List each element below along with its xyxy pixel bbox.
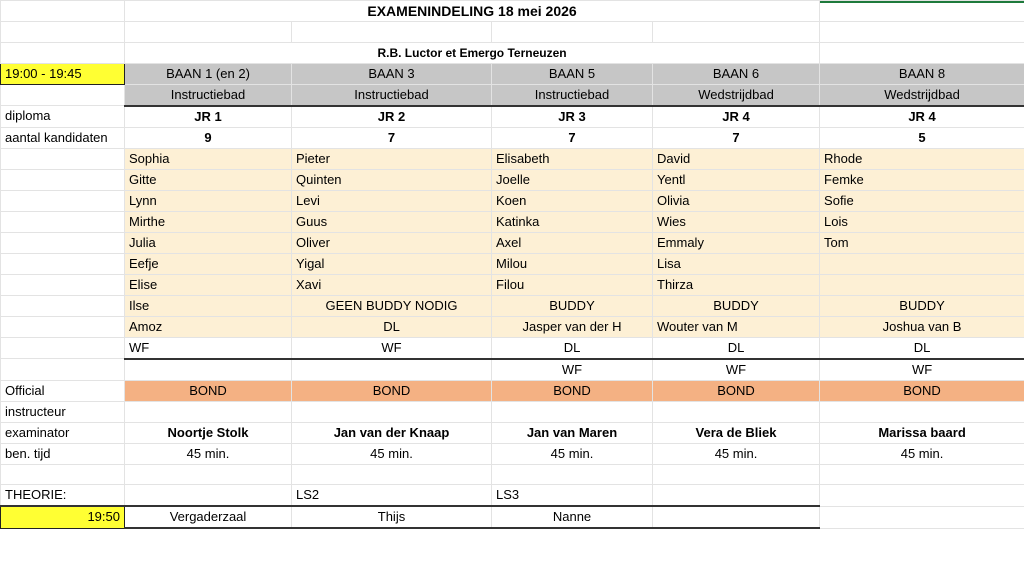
cell[interactable] [492, 401, 653, 422]
lane-2-candidate-3[interactable]: Katinka [492, 211, 653, 232]
sheet-row [1, 211, 1024, 232]
label-aantal[interactable]: aantal kandidaten [1, 127, 125, 148]
lane-1-candidate-0[interactable]: Pieter [292, 148, 492, 169]
lane-1-candidate-7[interactable]: GEEN BUDDY NODIG [292, 295, 492, 316]
sheet-row [1, 169, 1024, 190]
lane-3-diploma[interactable]: JR 4 [653, 106, 820, 128]
lane-3-candidate-6[interactable]: Thirza [653, 274, 820, 295]
lane-0-extra[interactable] [125, 359, 292, 381]
cell[interactable] [820, 506, 1024, 528]
sheet-row [1, 337, 1024, 359]
lane-3-candidate-7[interactable]: BUDDY [653, 295, 820, 316]
lane-1-candidate-5[interactable]: Yigal [292, 253, 492, 274]
cell[interactable] [1, 1, 125, 22]
sheet-row [1, 506, 1024, 528]
lane-1-candidate-6[interactable]: Xavi [292, 274, 492, 295]
cell[interactable] [1, 295, 125, 316]
lane-3-candidate-0[interactable]: David [653, 148, 820, 169]
lane-4-candidate-8[interactable]: Joshua van B [820, 316, 1024, 337]
lane-4-baan[interactable]: BAAN 8 [820, 63, 1024, 84]
lane-3-candidate-8[interactable]: Wouter van M [653, 316, 820, 337]
cell[interactable] [1, 464, 125, 485]
lane-3-candidate-5[interactable]: Lisa [653, 253, 820, 274]
lane-3-candidate-2[interactable]: Olivia [653, 190, 820, 211]
lane-4-count[interactable]: 5 [820, 127, 1024, 148]
theorie-location[interactable]: Vergaderzaal [125, 506, 292, 528]
cell[interactable] [1, 148, 125, 169]
sheet-row [1, 401, 1024, 422]
sheet-row [1, 42, 1024, 63]
lane-4-bond[interactable]: BOND [820, 380, 1024, 401]
label-official[interactable]: Official [1, 380, 125, 401]
cell[interactable] [1, 274, 125, 295]
label-instructeur[interactable]: instructeur [1, 401, 125, 422]
lane-4-candidate-5[interactable] [820, 253, 1024, 274]
lane-4-candidate-1[interactable]: Femke [820, 169, 1024, 190]
lane-0-candidate-7[interactable]: Ilse [125, 295, 292, 316]
lane-0-candidate-9[interactable]: WF [125, 337, 292, 359]
lane-0-candidate-2[interactable]: Lynn [125, 190, 292, 211]
cell[interactable] [653, 506, 820, 528]
lane-1-bad[interactable]: Instructiebad [292, 84, 492, 106]
lane-1-count[interactable]: 7 [292, 127, 492, 148]
lane-4-candidate-2[interactable]: Sofie [820, 190, 1024, 211]
cell[interactable] [1, 253, 125, 274]
lane-2-bad[interactable]: Instructiebad [492, 84, 653, 106]
lane-0-bad[interactable]: Instructiebad [125, 84, 292, 106]
lane-4-tijd[interactable]: 45 min. [820, 443, 1024, 464]
lane-4-candidate-0[interactable]: Rhode [820, 148, 1024, 169]
lane-3-count[interactable]: 7 [653, 127, 820, 148]
cell[interactable] [820, 485, 1024, 507]
lane-3-candidate-4[interactable]: Emmaly [653, 232, 820, 253]
lane-4-candidate-7[interactable]: BUDDY [820, 295, 1024, 316]
sheet-row [1, 380, 1024, 401]
cell[interactable] [1, 211, 125, 232]
sheet-row [1, 190, 1024, 211]
cell[interactable] [1, 359, 125, 381]
lane-2-candidate-6[interactable]: Filou [492, 274, 653, 295]
theorie-time[interactable]: 19:50 [1, 506, 125, 528]
cell[interactable] [820, 1, 1024, 22]
lane-2-count[interactable]: 7 [492, 127, 653, 148]
lane-2-candidate-8[interactable]: Jasper van der H [492, 316, 653, 337]
lane-2-diploma[interactable]: JR 3 [492, 106, 653, 128]
lane-1-examinator[interactable]: Jan van der Knaap [292, 422, 492, 443]
cell[interactable] [125, 485, 292, 507]
sheet-row [1, 316, 1024, 337]
sheet-row [1, 127, 1024, 148]
theorie-ls3-name[interactable]: Nanne [492, 506, 653, 528]
lane-2-candidate-1[interactable]: Joelle [492, 169, 653, 190]
lane-4-candidate-6[interactable] [820, 274, 1024, 295]
lane-4-candidate-3[interactable]: Lois [820, 211, 1024, 232]
cell[interactable] [820, 42, 1024, 63]
label-diploma[interactable]: diploma [1, 106, 125, 128]
lane-0-candidate-3[interactable]: Mirthe [125, 211, 292, 232]
sheet-row [1, 274, 1024, 295]
lane-0-candidate-6[interactable]: Elise [125, 274, 292, 295]
cell[interactable] [292, 464, 492, 485]
cell[interactable] [1, 190, 125, 211]
sheet-row [1, 253, 1024, 274]
label-examinator[interactable]: examinator [1, 422, 125, 443]
sheet-row [1, 1, 1024, 22]
sheet-row [1, 464, 1024, 485]
theorie-ls2-name[interactable]: Thijs [292, 506, 492, 528]
label-tijd[interactable]: ben. tijd [1, 443, 125, 464]
label-theorie[interactable]: THEORIE: [1, 485, 125, 507]
lane-0-candidate-0[interactable]: Sophia [125, 148, 292, 169]
cell[interactable] [292, 401, 492, 422]
lane-4-candidate-9[interactable]: DL [820, 337, 1024, 359]
cell[interactable] [292, 22, 492, 43]
theorie-ls2[interactable]: LS2 [292, 485, 492, 507]
lane-4-candidate-4[interactable]: Tom [820, 232, 1024, 253]
lane-1-candidate-9[interactable]: WF [292, 337, 492, 359]
sheet-row [1, 84, 1024, 106]
lane-3-candidate-1[interactable]: Yentl [653, 169, 820, 190]
sheet-row [1, 63, 1024, 84]
cell[interactable] [125, 401, 292, 422]
cell[interactable] [653, 464, 820, 485]
lane-3-tijd[interactable]: 45 min. [653, 443, 820, 464]
cell[interactable] [125, 22, 292, 43]
lane-0-examinator[interactable]: Noortje Stolk [125, 422, 292, 443]
cell[interactable] [1, 22, 125, 43]
sheet-row [1, 359, 1024, 381]
lane-0-candidate-5[interactable]: Eefje [125, 253, 292, 274]
cell[interactable] [653, 401, 820, 422]
lane-3-bond[interactable]: BOND [653, 380, 820, 401]
cell[interactable] [653, 22, 820, 43]
lane-2-candidate-0[interactable]: Elisabeth [492, 148, 653, 169]
lane-1-diploma[interactable]: JR 2 [292, 106, 492, 128]
lane-3-extra[interactable]: WF [653, 359, 820, 381]
sheet-row [1, 295, 1024, 316]
lane-1-baan[interactable]: BAAN 3 [292, 63, 492, 84]
theorie-ls3[interactable]: LS3 [492, 485, 653, 507]
lane-2-candidate-9[interactable]: DL [492, 337, 653, 359]
lane-3-baan[interactable]: BAAN 6 [653, 63, 820, 84]
lane-4-bad[interactable]: Wedstrijdbad [820, 84, 1024, 106]
cell[interactable] [1, 232, 125, 253]
sheet-row [1, 106, 1024, 128]
lane-2-bond[interactable]: BOND [492, 380, 653, 401]
lane-1-extra[interactable] [292, 359, 492, 381]
club-name[interactable]: R.B. Luctor et Emergo Terneuzen [125, 42, 820, 63]
lane-1-candidate-2[interactable]: Levi [292, 190, 492, 211]
lane-1-candidate-8[interactable]: DL [292, 316, 492, 337]
sheet-row [1, 22, 1024, 43]
lane-3-examinator[interactable]: Vera de Bliek [653, 422, 820, 443]
lane-0-diploma[interactable]: JR 1 [125, 106, 292, 128]
time-slot[interactable]: 19:00 - 19:45 [1, 63, 125, 84]
cell[interactable] [653, 485, 820, 507]
cell[interactable] [1, 169, 125, 190]
lane-2-examinator[interactable]: Jan van Maren [492, 422, 653, 443]
lane-2-candidate-4[interactable]: Axel [492, 232, 653, 253]
lane-0-candidate-4[interactable]: Julia [125, 232, 292, 253]
cell[interactable] [820, 401, 1024, 422]
lane-3-bad[interactable]: Wedstrijdbad [653, 84, 820, 106]
lane-0-tijd[interactable]: 45 min. [125, 443, 292, 464]
sheet-row [1, 485, 1024, 507]
sheet-row [1, 443, 1024, 464]
sheet-row [1, 148, 1024, 169]
cell[interactable] [820, 464, 1024, 485]
lane-1-candidate-4[interactable]: Oliver [292, 232, 492, 253]
cell[interactable] [1, 337, 125, 359]
lane-0-count[interactable]: 9 [125, 127, 292, 148]
lane-2-baan[interactable]: BAAN 5 [492, 63, 653, 84]
lane-2-extra[interactable]: WF [492, 359, 653, 381]
cell[interactable] [1, 42, 125, 63]
lane-1-candidate-1[interactable]: Quinten [292, 169, 492, 190]
cell[interactable] [1, 84, 125, 106]
cell[interactable] [820, 22, 1024, 43]
lane-4-extra[interactable]: WF [820, 359, 1024, 381]
lane-0-baan[interactable]: BAAN 1 (en 2) [125, 63, 292, 84]
lane-1-candidate-3[interactable]: Guus [292, 211, 492, 232]
lane-3-candidate-3[interactable]: Wies [653, 211, 820, 232]
lane-2-tijd[interactable]: 45 min. [492, 443, 653, 464]
sheet-row [1, 422, 1024, 443]
lane-3-candidate-9[interactable]: DL [653, 337, 820, 359]
page-title[interactable]: EXAMENINDELING 18 mei 2026 [125, 1, 820, 22]
cell[interactable] [492, 22, 653, 43]
sheet-row [1, 232, 1024, 253]
cell[interactable] [492, 464, 653, 485]
lane-2-candidate-5[interactable]: Milou [492, 253, 653, 274]
lane-1-tijd[interactable]: 45 min. [292, 443, 492, 464]
cell[interactable] [125, 464, 292, 485]
lane-0-bond[interactable]: BOND [125, 380, 292, 401]
lane-2-candidate-2[interactable]: Koen [492, 190, 653, 211]
lane-0-candidate-8[interactable]: Amoz [125, 316, 292, 337]
lane-2-candidate-7[interactable]: BUDDY [492, 295, 653, 316]
lane-0-candidate-1[interactable]: Gitte [125, 169, 292, 190]
lane-4-diploma[interactable]: JR 4 [820, 106, 1024, 128]
lane-1-bond[interactable]: BOND [292, 380, 492, 401]
cell[interactable] [1, 316, 125, 337]
lane-4-examinator[interactable]: Marissa baard [820, 422, 1024, 443]
